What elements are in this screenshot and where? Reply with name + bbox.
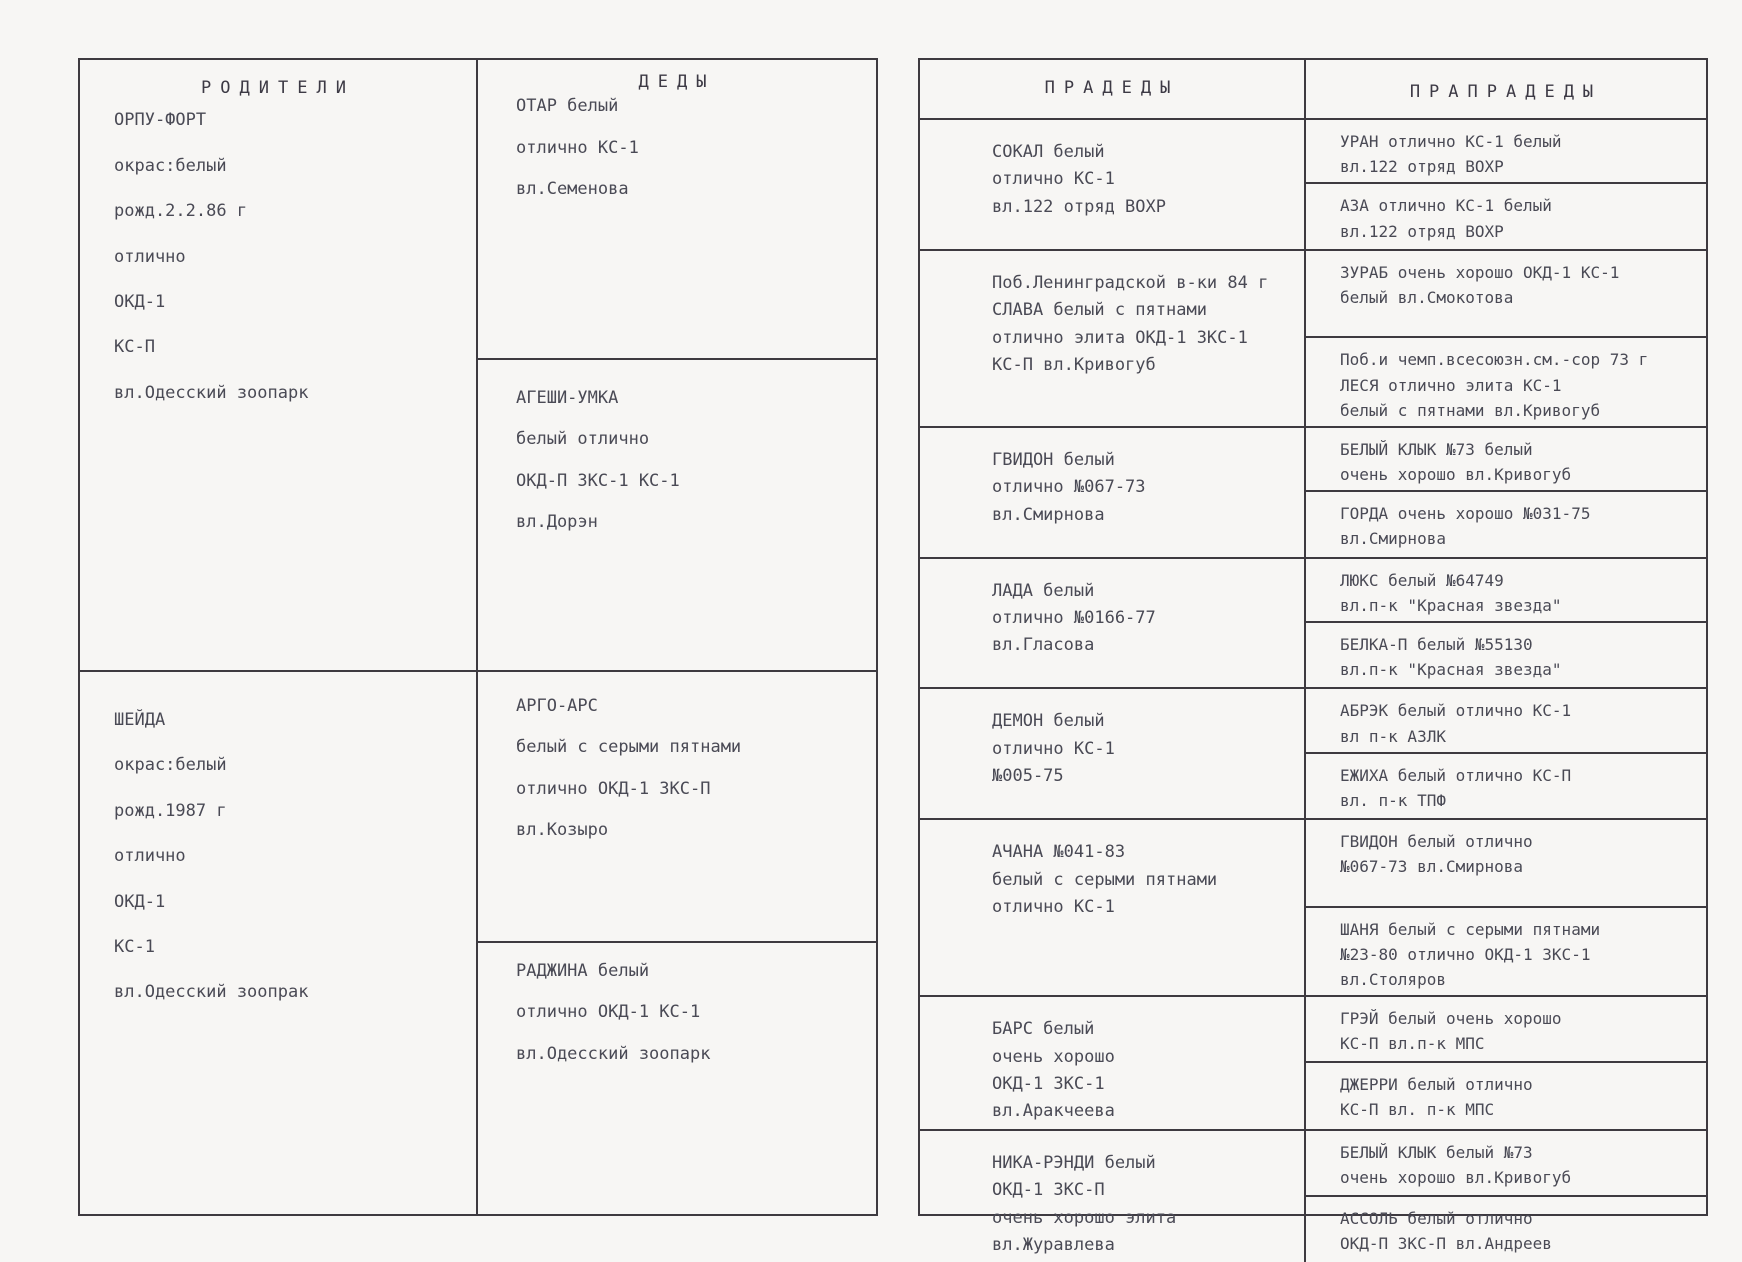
left-pedigree-table <box>78 58 878 1216</box>
great-great-grandparent-cell <box>1306 820 1706 908</box>
entry-line: вл.Одесский зоопарк <box>114 382 309 403</box>
great-grandparent-cell <box>920 1131 1306 1262</box>
great-grandparent-info <box>920 559 1304 656</box>
grandparent-info-2 <box>478 360 876 533</box>
entry-line: ОКД-1 <box>114 891 166 912</box>
great-great-grandparent-info <box>1306 338 1706 420</box>
entry-line: №067-73 вл.Смирнова <box>1340 857 1524 877</box>
great-great-grandparent-cell <box>1306 754 1706 818</box>
entry-line: вл.Аракчеева <box>992 1101 1115 1122</box>
entry-line: ОРПУ-ФОРТ <box>114 110 207 131</box>
great-great-grandparent-info <box>1306 1063 1706 1119</box>
grandparent-cell-4 <box>478 943 876 1214</box>
great-great-grandparent-cell <box>1306 623 1706 687</box>
entry-line: ГВИДОН белый <box>992 449 1115 470</box>
dam-cell <box>80 672 478 1214</box>
entry-line: Поб.и чемп.всесоюзн.см.-сор 73 г <box>1340 350 1649 370</box>
entry-line: вл.Журавлева <box>992 1234 1115 1255</box>
entry-line: ОКД-П ЗКС-1 КС-1 <box>516 470 680 491</box>
great-great-grandparent-cell <box>1306 120 1706 184</box>
entry-line: РАДЖИНА белый <box>516 961 650 981</box>
entry-line: ЛАДА белый <box>992 580 1095 601</box>
great-great-grandparents-cell <box>1306 120 1706 251</box>
entry-line: вл. п-к ТПФ <box>1340 790 1446 810</box>
entry-line: ОТАР белый <box>516 96 619 117</box>
sire-info <box>80 98 476 403</box>
great-great-grandparent-cell <box>1306 1131 1706 1197</box>
entry-line: ЛЮКС белый №64749 <box>1340 570 1504 590</box>
entry-line: очень хорошо вл.Кривогуб <box>1340 1168 1572 1187</box>
entry-line: ЗУРАБ очень хорошо ОКД-1 КС-1 <box>1340 262 1620 282</box>
parents-header: РОДИТЕЛИ <box>201 78 355 98</box>
entry-line: ДЕМОН белый <box>992 711 1105 732</box>
great-great-grandparent-info <box>1306 428 1706 484</box>
great-grandparent-info <box>920 428 1304 525</box>
great-great-grandparent-info <box>1306 492 1706 548</box>
grandparent-cell-2 <box>478 360 876 670</box>
great-grandparents-header-cell <box>920 60 1306 120</box>
great-great-grandparent-info <box>1306 251 1706 307</box>
entry-line: вл.п-к "Красная звезда" <box>1340 660 1562 680</box>
great-great-grandparent-cell <box>1306 338 1706 426</box>
entry-line: рожд.2.2.86 г <box>114 201 248 222</box>
entry-line: отлично КС-1 <box>992 738 1115 759</box>
great-great-grandparent-info <box>1306 689 1706 745</box>
great-great-grandparent-cell <box>1306 689 1706 753</box>
entry-line: вл.п-к "Красная звезда" <box>1340 595 1562 615</box>
entry-line: КС-1 <box>114 936 155 957</box>
great-great-grandparents-cell <box>1306 689 1706 820</box>
great-grandparent-info <box>920 251 1304 376</box>
great-grandparent-cell <box>920 251 1306 428</box>
great-grandparent-cell <box>920 997 1306 1131</box>
great-grandparent-info <box>920 820 1304 917</box>
entry-line: отлично <box>114 246 186 267</box>
entry-line: КС-П вл.п-к МПС <box>1340 1034 1485 1054</box>
entry-line: отлично <box>114 846 186 867</box>
entry-line: вл.122 отряд ВОХР <box>1340 221 1504 241</box>
grandparents-header: ДЕДЫ <box>638 72 716 92</box>
great-grandparent-info <box>920 997 1304 1122</box>
entry-line: АРГО-АРС <box>516 696 598 716</box>
entry-line: очень хорошо вл.Кривогуб <box>1340 465 1572 485</box>
sire-cell <box>80 60 478 672</box>
great-grandparent-cell <box>920 120 1306 251</box>
entry-line: вл.Столяров <box>1340 970 1446 990</box>
great-grandparent-info <box>920 120 1304 217</box>
entry-line: окрас:белый <box>114 155 227 176</box>
entry-line: очень хорошо <box>992 1046 1115 1067</box>
entry-line: ДЖЕРРИ белый отлично <box>1340 1075 1533 1095</box>
great-great-grandparents-header: ПРАПРАДЕДЫ <box>1409 82 1603 102</box>
entry-line: БАРС белый <box>992 1019 1095 1040</box>
entry-line: окрас:белый <box>114 755 227 776</box>
entry-line: ШАНЯ белый с серыми пятнами <box>1340 919 1601 939</box>
entry-line: отлично №067-73 <box>992 477 1146 498</box>
grandparent-info-4 <box>478 943 876 1064</box>
entry-line: АЧАНА №041-83 <box>992 842 1126 863</box>
great-great-grandparent-info <box>1306 820 1706 876</box>
entry-line: отлично ОКД-1 КС-1 <box>516 1002 701 1023</box>
entry-line: ОКД-1 ЗКС-П <box>992 1180 1105 1201</box>
entry-line: ГОРДА очень хорошо №031-75 <box>1340 504 1591 524</box>
great-great-grandparent-info <box>1306 623 1706 679</box>
great-grandparents-header: ПРАДЕДЫ <box>1044 78 1180 98</box>
entry-line: БЕЛЫЙ КЛЫК №73 белый <box>1340 439 1533 459</box>
great-great-grandparent-cell <box>1306 251 1706 339</box>
entry-line: БЕЛКА-П белый №55130 <box>1340 635 1533 654</box>
great-great-grandparents-header-cell <box>1306 60 1706 120</box>
great-great-grandparents-cell <box>1306 559 1706 690</box>
great-great-grandparent-cell <box>1306 908 1706 996</box>
entry-line: ОКД-П ЗКС-П вл.Андреев <box>1340 1233 1552 1253</box>
great-great-grandparents-cell <box>1306 820 1706 997</box>
entry-line: отлично №0166-77 <box>992 608 1156 629</box>
great-great-grandparent-info <box>1306 1131 1706 1187</box>
entry-line: белый с серыми пятнами <box>992 869 1218 890</box>
right-pedigree-table <box>918 58 1708 1255</box>
entry-line: отлично КС-1 <box>516 137 639 158</box>
great-great-grandparent-cell <box>1306 559 1706 623</box>
entry-line: вл.Смирнова <box>992 504 1105 525</box>
entry-line: АССОЛЬ белый отлично <box>1340 1208 1533 1228</box>
entry-line: ЕЖИХА белый отлично КС-П <box>1340 765 1572 785</box>
entry-line: отлично КС-1 <box>992 896 1115 917</box>
entry-line: вл.122 отряд ВОХР <box>992 196 1166 217</box>
entry-line: белый с пятнами вл.Кривогуб <box>1340 400 1601 420</box>
entry-line: вл.Одесский зоопарк <box>516 1043 711 1064</box>
great-great-grandparent-cell <box>1306 997 1706 1063</box>
great-great-grandparent-info <box>1306 754 1706 810</box>
entry-line: ГРЭЙ белый очень хорошо <box>1340 1009 1562 1029</box>
great-great-grandparent-cell <box>1306 428 1706 492</box>
great-grandparent-cell <box>920 689 1306 820</box>
entry-line: вл п-к АЗЛК <box>1340 726 1446 746</box>
entry-line: АЗА отлично КС-1 белый <box>1340 196 1552 216</box>
entry-line: Поб.Ленинградской в-ки 84 г <box>992 272 1269 293</box>
entry-line: ОКД-1 <box>114 291 166 312</box>
great-great-grandparent-info <box>1306 997 1706 1053</box>
entry-line: отлично КС-1 <box>992 169 1115 190</box>
entry-line: ШЕЙДА <box>114 710 166 730</box>
entry-line: ГВИДОН белый отлично <box>1340 832 1533 852</box>
entry-line: НИКА-РЭНДИ белый <box>992 1152 1156 1173</box>
entry-line: очень хорошо элита <box>992 1207 1177 1228</box>
entry-line: СОКАЛ белый <box>992 142 1105 162</box>
entry-line: АГЕШИ-УМКА <box>516 388 619 408</box>
entry-line: СЛАВА белый с пятнами <box>992 300 1207 321</box>
dam-grandparents-cell <box>478 672 876 1214</box>
great-great-grandparent-info <box>1306 120 1706 176</box>
entry-line: вл.Дорэн <box>516 512 598 533</box>
great-great-grandparent-cell <box>1306 184 1706 248</box>
grandparent-cell-1 <box>478 60 876 360</box>
grandparent-cell-3 <box>478 672 876 943</box>
great-grandparent-cell <box>920 428 1306 559</box>
entry-line: УРАН отлично КС-1 белый <box>1340 132 1562 151</box>
grandparent-info-1 <box>478 92 876 199</box>
entry-line: №23-80 отлично ОКД-1 ЗКС-1 <box>1340 944 1591 964</box>
dam-info <box>80 672 476 1003</box>
entry-line: отлично ОКД-1 ЗКС-П <box>516 778 711 799</box>
entry-line: КС-П <box>114 337 155 358</box>
great-great-grandparents-cell <box>1306 428 1706 559</box>
great-great-grandparent-info <box>1306 908 1706 990</box>
grandparent-info-3 <box>478 672 876 841</box>
great-great-grandparent-info <box>1306 1197 1706 1253</box>
entry-line: вл.Одесский зоопрак <box>114 982 309 1003</box>
great-grandparent-info <box>920 1131 1304 1256</box>
entry-line: вл.Гласова <box>992 635 1095 656</box>
great-great-grandparents-cell <box>1306 251 1706 428</box>
entry-line: вл.Козыро <box>516 820 609 841</box>
great-great-grandparent-info <box>1306 559 1706 615</box>
entry-line: вл.Смирнова <box>1340 529 1446 549</box>
great-great-grandparents-cell <box>1306 997 1706 1131</box>
entry-line: КС-П вл. п-к МПС <box>1340 1100 1495 1120</box>
great-great-grandparent-cell <box>1306 492 1706 556</box>
great-grandparent-cell <box>920 559 1306 690</box>
entry-line: вл.122 отряд ВОХР <box>1340 157 1504 177</box>
great-grandparent-cell <box>920 820 1306 997</box>
entry-line: ОКД-1 ЗКС-1 <box>992 1074 1105 1095</box>
entry-line: рожд.1987 г <box>114 800 227 821</box>
great-great-grandparent-info <box>1306 184 1706 240</box>
great-grandparent-info <box>920 689 1304 786</box>
great-great-grandparents-cell <box>1306 1131 1706 1262</box>
entry-line: АБРЭК белый отлично КС-1 <box>1340 701 1572 721</box>
entry-line: белый с серыми пятнами <box>516 737 742 758</box>
great-great-grandparent-cell <box>1306 1063 1706 1129</box>
entry-line: ЛЕСЯ отлично элита КС-1 <box>1340 375 1562 395</box>
entry-line: вл.Семенова <box>516 179 629 200</box>
entry-line: №005-75 <box>992 766 1064 787</box>
entry-line: белый отлично <box>516 429 650 450</box>
sire-grandparents-cell <box>478 60 876 672</box>
entry-line: отлично элита ОКД-1 ЗКС-1 <box>992 327 1248 348</box>
entry-line: КС-П вл.Кривогуб <box>992 354 1156 375</box>
entry-line: БЕЛЫЙ КЛЫК белый №73 <box>1340 1142 1533 1162</box>
great-great-grandparent-cell <box>1306 1197 1706 1262</box>
entry-line: белый вл.Смокотова <box>1340 287 1514 307</box>
